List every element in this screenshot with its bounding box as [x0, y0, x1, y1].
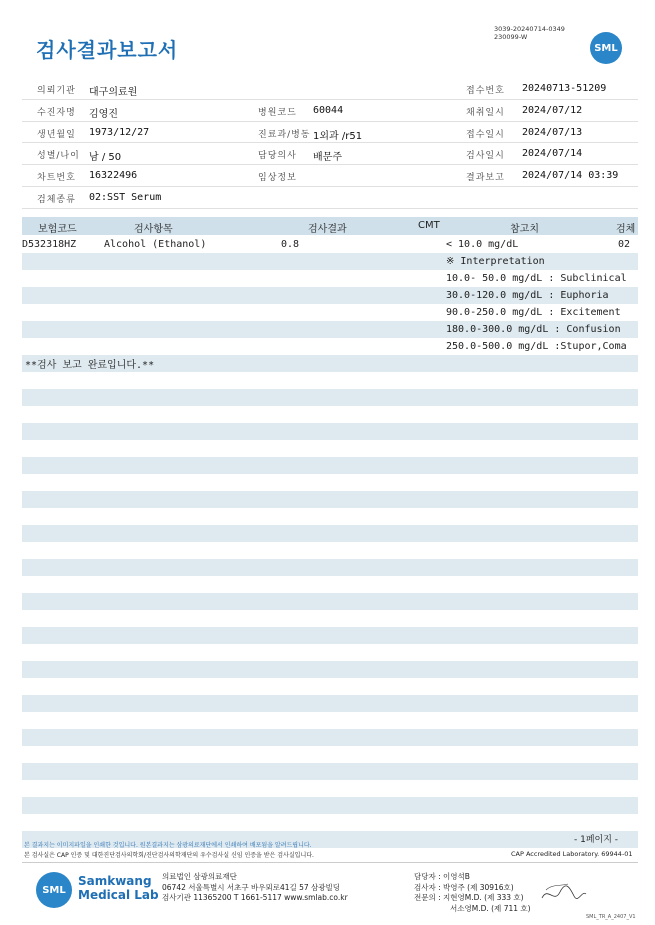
- accreditation-notice: 본 검사실은 CAP 인증 및 대한진단검사의학회/진단검사의학재단의 우수검사실 신임 인증을 받은 검사실입니다.: [24, 852, 314, 859]
- info-label: 수진자명: [37, 107, 76, 118]
- info-value: 16322496: [89, 170, 138, 182]
- info-label: 임상정보: [258, 173, 297, 184]
- info-label: 접수일시: [466, 129, 505, 140]
- result-reference: < 10.0 mg/dL: [446, 239, 519, 250]
- reference-line: 10.0- 50.0 mg/dL : Subclinical: [446, 273, 627, 284]
- image-notice: 본 결과지는 이미지파일을 인쇄한 것입니다. 원본결과지는 삼광의료재단에서 인쇄하여 배포됨을 알려드립니다.: [24, 842, 312, 849]
- info-value: 2024/07/13: [522, 126, 583, 138]
- reference-line: 90.0-250.0 mg/dL : Excitement: [446, 307, 621, 318]
- info-row: [22, 122, 638, 144]
- stripe-row: [22, 763, 638, 780]
- stripe-row: [22, 627, 638, 644]
- info-row: [22, 143, 638, 165]
- result-insurance-code: D532318HZ: [22, 239, 77, 250]
- cap-accreditation: CAP Accredited Laboratory. 69944-01: [511, 850, 633, 858]
- info-label: 의뢰기관: [37, 86, 76, 96]
- report-title: 검사결과보고서: [36, 38, 179, 62]
- signature-icon: [540, 880, 588, 906]
- info-label: 차트번호: [37, 173, 76, 184]
- stripe-row: [22, 423, 638, 440]
- info-value: 60044: [313, 104, 344, 116]
- info-value: 대구의료원: [89, 87, 138, 98]
- brand-name: [78, 874, 159, 902]
- brand-line1: Samkwang: [78, 874, 152, 888]
- info-label: 진료과/병동: [258, 129, 311, 140]
- page-number: - 1페이지 -: [574, 835, 619, 845]
- document-id: [494, 25, 565, 41]
- lab-address: [162, 872, 348, 904]
- info-label: 결과보고: [466, 173, 505, 184]
- info-label: 채취일시: [466, 107, 505, 118]
- info-row: [22, 165, 638, 187]
- document-id-line2: 230099-W: [494, 33, 528, 41]
- info-value: 김영진: [89, 108, 118, 120]
- stripe-row: [22, 695, 638, 712]
- stripe-row: [22, 593, 638, 610]
- sml-logo-icon: SML: [590, 32, 622, 64]
- address-line: 검사기관 11365200 T 1661-5117 www.smlab.co.kr: [162, 893, 348, 902]
- header-result: 검사결과: [308, 224, 347, 235]
- patient-info-block: [22, 78, 638, 209]
- info-label: 검체종류: [37, 194, 76, 205]
- stripe-row: [22, 389, 638, 406]
- header-test-item: 검사항목: [134, 224, 173, 235]
- result-table-header: [22, 217, 638, 235]
- stripe-row: [22, 457, 638, 474]
- stripe-row: [22, 253, 638, 270]
- stripe-row: [22, 661, 638, 678]
- info-value: 2024/07/14 03:39: [522, 170, 619, 182]
- staff-info: [414, 872, 531, 914]
- staff-line: 담당자 : 이영석B: [414, 872, 470, 881]
- reference-line: 180.0-300.0 mg/dL : Confusion: [446, 324, 621, 335]
- info-value: 2024/07/14: [522, 148, 583, 160]
- info-label: 병원코드: [258, 107, 297, 118]
- reference-line: 30.0-120.0 mg/dL : Euphoria: [446, 290, 609, 301]
- staff-line: 전문의 : 지현영M.D. (제 333 호): [414, 893, 524, 902]
- brand-line2: Medical Lab: [78, 888, 159, 902]
- header-reference: 참고치: [510, 224, 539, 235]
- info-value: 1외과 /r51: [313, 130, 363, 142]
- info-value: 20240713-51209: [522, 83, 607, 94]
- reference-line: 250.0-500.0 mg/dL :Stupor,Coma: [446, 341, 627, 352]
- info-label: 생년월일: [37, 129, 76, 140]
- info-value: 배문주: [313, 152, 342, 164]
- result-specimen: 02: [618, 239, 631, 250]
- result-value: 0.8: [281, 239, 300, 250]
- form-code: SML_TR_A_2407_V1: [586, 914, 636, 920]
- header-insurance-code: 보험코드: [38, 224, 77, 235]
- info-value: 02:SST Serum: [89, 191, 162, 203]
- stripe-row: [22, 729, 638, 746]
- info-label: 검사일시: [466, 151, 505, 162]
- sml-logo-icon: SML: [36, 872, 72, 908]
- info-value: 2024/07/12: [522, 104, 583, 116]
- document-id-line1: 3039-20240714-0349: [494, 25, 565, 33]
- info-row: [22, 187, 638, 209]
- info-value: 남 / 50: [89, 152, 122, 164]
- header-specimen: 검체: [616, 224, 636, 235]
- stripe-row: [22, 525, 638, 542]
- report-complete-text: **검사 보고 완료입니다.**: [25, 360, 155, 371]
- stripe-row: [22, 491, 638, 508]
- stripe-row: [22, 797, 638, 814]
- info-label: 접수번호: [466, 86, 505, 96]
- staff-line: 서소영M.D. (제 711 호): [450, 903, 531, 913]
- info-label: 성별/나이: [37, 151, 80, 162]
- info-value: 1973/12/27: [89, 126, 150, 138]
- result-test-item: Alcohol (Ethanol): [104, 239, 207, 250]
- info-row: [22, 100, 638, 122]
- reference-interpretation: ※ Interpretation: [446, 256, 545, 267]
- staff-line: 검사자 : 박영주 (제 30916호): [414, 882, 514, 892]
- address-line: 의료법인 삼광의료재단: [162, 872, 237, 881]
- info-row: [22, 78, 638, 100]
- footer-divider: [22, 862, 638, 863]
- header-cmt: CMT: [418, 220, 440, 231]
- info-label: 담당의사: [258, 151, 297, 162]
- address-line: 06742 서울특별시 서초구 바우뫼로41길 57 삼광빌딩: [162, 882, 341, 892]
- stripe-row: [22, 559, 638, 576]
